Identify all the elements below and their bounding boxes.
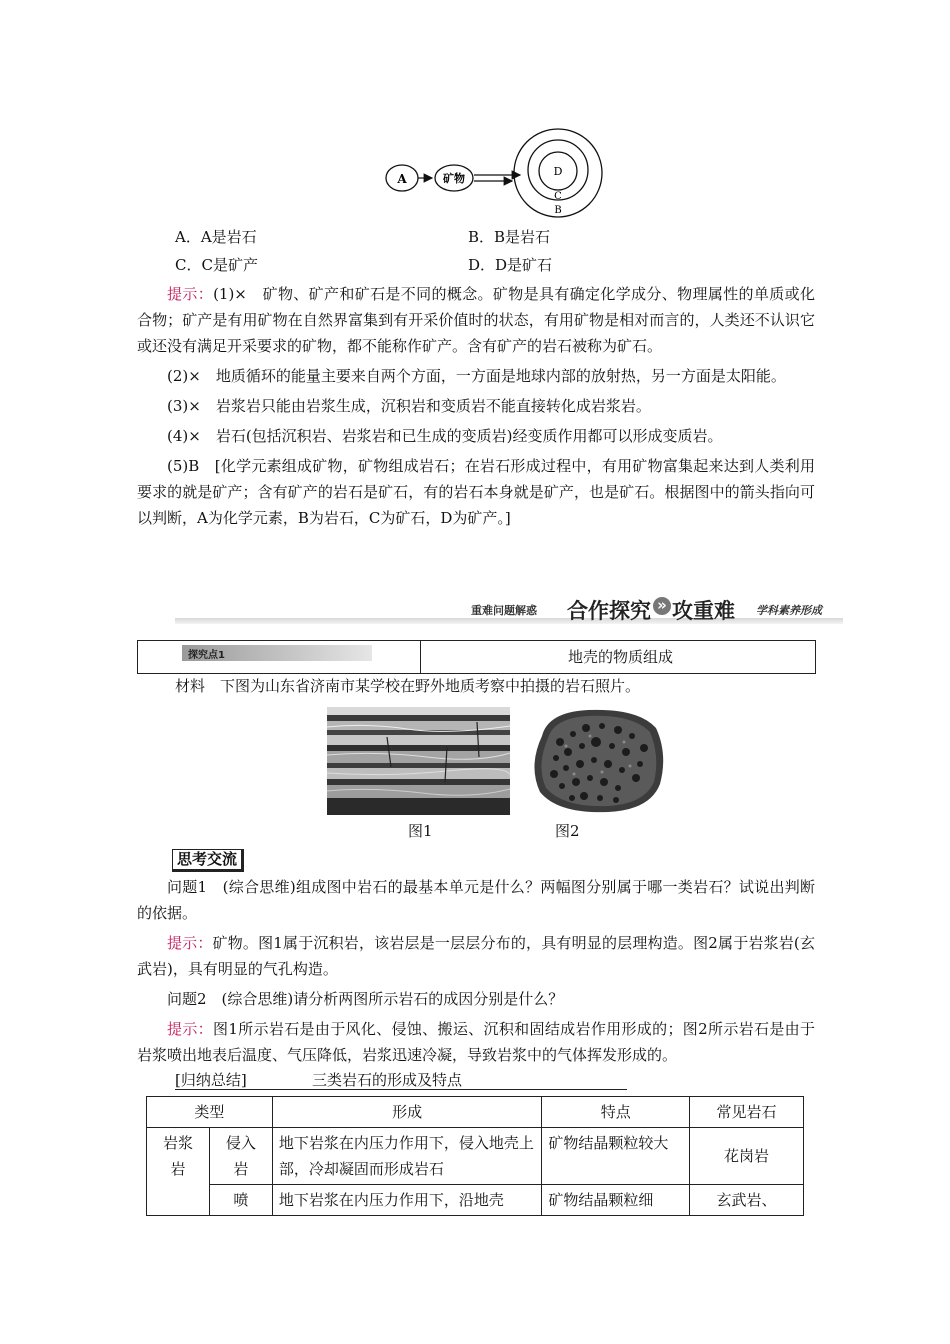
banner-underline	[175, 618, 843, 624]
table-sub-cell: 侵入岩	[209, 1128, 272, 1185]
banner-main-text: 合作探究	[567, 599, 651, 623]
figure-1-sedimentary-rock	[327, 707, 510, 815]
table-formation-cell: 地下岩浆在内压力作用下，沿地壳	[272, 1185, 542, 1216]
table-example-cell: 玄武岩、	[690, 1185, 804, 1216]
banner-right-text: 学科素养形成	[756, 604, 822, 617]
figure-1-caption: 图1	[408, 822, 433, 840]
question-1: 问题1 (综合思维)组成图中岩石的最基本单元是什么？两幅图分别属于哪一类岩石？试说出判断的依据。	[137, 878, 815, 922]
option-c: C．C是矿产	[175, 256, 258, 274]
node-a-label: A	[397, 172, 407, 186]
section-header-box	[137, 640, 816, 674]
section-title: 地壳的物质组成	[568, 648, 674, 666]
table-header-cell: 形成	[272, 1097, 542, 1128]
summary-label: [归纳总结]	[175, 1071, 247, 1089]
table-feature-cell: 矿物结晶颗粒较大	[542, 1128, 690, 1185]
section-tag: 探究点1	[188, 650, 225, 661]
table-header-cell: 常见岩石	[690, 1097, 804, 1128]
hint-1-label: 提示：	[167, 934, 213, 952]
table-header-cell: 类型	[147, 1097, 273, 1128]
answer-block	[137, 281, 815, 531]
table-row	[147, 1128, 804, 1185]
section-banner	[175, 596, 843, 628]
banner-left-text: 重难问题解惑	[471, 604, 537, 617]
node-b-label: B	[554, 205, 562, 216]
summary-underline	[175, 1089, 627, 1090]
think-title-box: 思考交流	[172, 849, 244, 872]
node-mineral-label: 矿物	[443, 172, 465, 185]
material-text: 材料 下图为山东省济南市某学校在野外地质考察中拍摄的岩石照片。	[175, 677, 641, 695]
question-2: 问题2 (综合思维)请分析两图所示岩石的成因分别是什么？	[167, 990, 564, 1008]
figure-2-basalt	[528, 706, 668, 814]
summary-title: 三类岩石的形成及特点	[312, 1071, 463, 1089]
table-sub-cell: 喷	[209, 1185, 272, 1216]
table-row	[147, 1185, 804, 1216]
mineral-concept-diagram	[380, 125, 610, 220]
option-a: A．A是岩石	[175, 228, 257, 246]
hint-2: 提示：图1所示岩石是由于风化、侵蚀、搬运、沉积和固结成岩作用形成的；图2所示岩石是由于岩浆喷出地表后温度、气压降低，岩浆迅速冷凝，导致岩浆中的气体挥发形成的。	[137, 1020, 815, 1064]
table-header-cell: 特点	[542, 1097, 690, 1128]
rock-types-table	[146, 1096, 804, 1216]
hint-label: 提示：	[167, 285, 214, 303]
hint-2-label: 提示：	[167, 1020, 213, 1038]
answer-4: (4)× 岩石(包括沉积岩、岩浆岩和已生成的变质岩)经变质作用都可以形成变质岩。	[167, 427, 723, 445]
node-d-label: D	[553, 165, 563, 178]
answer-1: 提示：(1)× 矿物、矿产和矿石是不同的概念。矿物是具有确定化学成分、物理属性的单质或化合物；矿产是有用矿物在自然界富集到有开采价值时的状态，有用矿物是相对而言的，人类还不认识它或还没有满足开采要求的矿物，都不能称作矿产。含有矿产的岩石被称为矿石。	[137, 285, 815, 355]
table-feature-cell: 矿物结晶颗粒细	[542, 1185, 690, 1216]
option-b: B．B是岩石	[468, 228, 551, 246]
table-formation-cell: 地下岩浆在内压力作用下，侵入地壳上部，冷却凝固而形成岩石	[272, 1128, 542, 1185]
section-divider	[420, 641, 421, 673]
node-c-label: C	[554, 191, 562, 202]
answer-2: (2)× 地质循环的能量主要来自两个方面，一方面是地球内部的放射热，另一方面是太阳能。	[167, 367, 786, 385]
answer-3: (3)× 岩浆岩只能由岩浆生成，沉积岩和变质岩不能直接转化成岩浆岩。	[167, 397, 651, 415]
think-block	[137, 874, 815, 1068]
figure-2-caption: 图2	[555, 822, 580, 840]
banner-main2-text: 攻重难	[672, 599, 735, 623]
table-header-row	[147, 1097, 804, 1128]
hint-1: 提示：矿物。图1属于沉积岩，该岩层是一层层分布的，具有明显的层理构造。图2属于岩浆岩(玄武岩)，具有明显的气孔构造。	[137, 934, 815, 978]
banner-arrow-icon: »	[653, 597, 671, 615]
option-d: D．D是矿石	[468, 256, 553, 274]
answer-5: (5)B [化学元素组成矿物，矿物组成岩石；在岩石形成过程中，有用矿物富集起来达到人类利用要求的就是矿产；含有矿产的岩石是矿石，有的岩石本身就是矿产，也是矿石。根据图中的箭头指向可以判断，A为化学元素，B为岩石，C为矿石，D为矿产。]	[137, 457, 815, 527]
table-group-cell: 岩浆岩	[147, 1128, 210, 1216]
table-example-cell: 花岗岩	[690, 1128, 804, 1185]
